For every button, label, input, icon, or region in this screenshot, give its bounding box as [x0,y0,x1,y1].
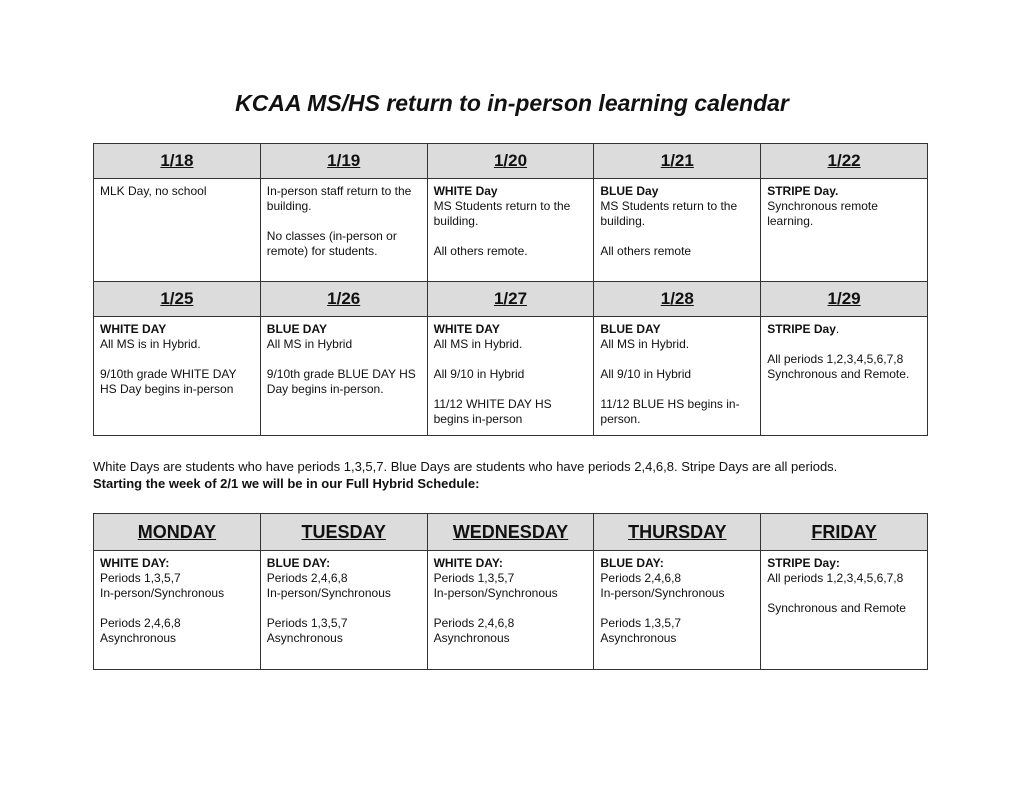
day-details: . All periods 1,2,3,4,5,6,7,8 Synchronous and Remote. [767,322,910,381]
day-cell [594,179,761,282]
weekday-cell [260,551,427,670]
header-row-week-1 [94,144,928,179]
weekday-header-row [94,514,928,551]
day-details: All MS in Hybrid. All 9/10 in Hybrid 11/12 BLUE HS begins in-person. [600,337,740,426]
date-header: 1/25 [94,282,261,317]
day-cell [260,179,427,282]
day-details: All MS is in Hybrid. 9/10th grade WHITE DAY HS Day begins in-person [100,337,237,396]
day-cell [594,317,761,436]
day-details: All MS in Hybrid 9/10th grade BLUE DAY HS Day begins in-person. [266,337,416,396]
weekday-header: WEDNESDAY [427,514,594,551]
day-cell [427,317,594,436]
date-header: 1/19 [260,144,427,179]
weekday-header: THURSDAY [594,514,761,551]
date-header: 1/21 [594,144,761,179]
day-cell [761,317,928,436]
date-header: 1/29 [761,282,928,317]
weekday-cell [761,551,928,670]
page-title: KCAA MS/HS return to in-person learning calendar [235,90,789,116]
day-details: All periods 1,2,3,4,5,6,7,8 Synchronous and Remote [767,571,906,615]
weekday-header: TUESDAY [260,514,427,551]
day-details: Periods 1,3,5,7 In-person/Synchronous Periods 2,4,6,8 Asynchronous [100,571,225,645]
day-type-label: BLUE DAY [266,322,328,336]
weekday-cell [427,551,594,670]
calendar-table [93,143,928,436]
day-type-label: BLUE DAY: [266,556,331,570]
date-header: 1/20 [427,144,594,179]
day-type-label: WHITE DAY: [100,556,170,570]
weekday-cell [594,551,761,670]
day-type-label: STRIPE Day. [767,184,839,198]
date-header: 1/27 [427,282,594,317]
weekday-header: MONDAY [94,514,261,551]
day-details: Periods 1,3,5,7 In-person/Synchronous Periods 2,4,6,8 Asynchronous [433,571,558,645]
day-cell [761,179,928,282]
day-details: In-person staff return to the building. No classes (in-person or remote) for students. [266,184,412,258]
day-details: All MS in Hybrid. All 9/10 in Hybrid 11/12 WHITE DAY HS begins in-person [433,337,552,426]
day-type-label: WHITE DAY [100,322,167,336]
weekday-header: FRIDAY [761,514,928,551]
day-cell [427,179,594,282]
day-type-label: STRIPE Day: [767,556,840,570]
hybrid-schedule-table [93,513,928,670]
day-cell [260,317,427,436]
hybrid-schedule-intro: Starting the week of 2/1 we will be in our Full Hybrid Schedule: [93,476,480,491]
weekday-cell [94,551,261,670]
day-type-label: WHITE DAY [433,322,500,336]
date-header: 1/18 [94,144,261,179]
day-details: Periods 2,4,6,8 In-person/Synchronous Periods 1,3,5,7 Asynchronous [600,571,725,645]
content-row-week-1 [94,179,928,282]
day-details: Synchronous remote learning. [767,199,878,228]
day-type-label: BLUE DAY: [600,556,664,570]
schedule-note [93,458,933,492]
day-type-label: WHITE Day [433,184,498,198]
date-header: 1/26 [260,282,427,317]
day-details: MS Students return to the building. All others remote [600,199,738,258]
day-type-label: BLUE Day [600,184,659,198]
day-cell [94,179,261,282]
header-row-week-2 [94,282,928,317]
day-type-label: STRIPE Day [767,322,836,336]
day-cell [94,317,261,436]
weekday-content-row [94,551,928,670]
day-type-label: BLUE DAY [600,322,661,336]
day-details: Periods 2,4,6,8 In-person/Synchronous Periods 1,3,5,7 Asynchronous [266,571,391,645]
day-details: MS Students return to the building. All others remote. [433,199,571,258]
day-type-label: WHITE DAY: [433,556,503,570]
day-definitions-text: White Days are students who have periods 1,3,5,7. Blue Days are students who have periods 2,4,6,8. Stripe Days are all periods. [93,459,838,474]
day-details: MLK Day, no school [100,184,207,198]
content-row-week-2 [94,317,928,436]
date-header: 1/22 [761,144,928,179]
date-header: 1/28 [594,282,761,317]
